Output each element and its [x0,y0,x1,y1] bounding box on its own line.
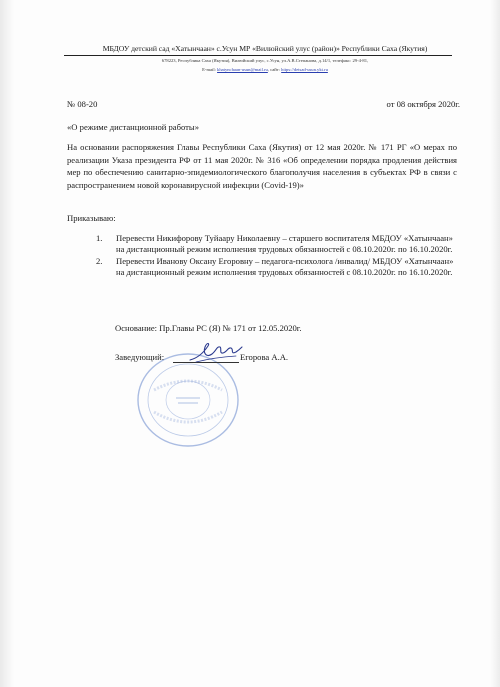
letterhead-title: МБДОУ детский сад «Хатынчаан» с.Усун МР «Вилюйский улус (район)» Республики Саха (Якутия) [102,44,428,53]
scan-shadow-left [0,0,14,687]
letterhead-address: 678223, Республика Саха (Якутия), Вилюйский улус, с.Усун, ул.А.В.Степанова, д.14/1, телефакс: 29-4-81, [161,58,369,63]
order-directive: Приказываю: [67,213,116,223]
order-foundation: Основание: Пр.Главы РС (Я) № 171 от 12.05.2020г. [115,323,302,333]
order-items-list [96,233,456,278]
order-date: от 08 октября 2020г. [386,99,460,109]
list-item-text: Перевести Иванову Оксану Егоровну – педагога-психолога /инвалид/ МБДОУ «Хатынчаан» на дистанционный режим исполнения трудовых обязанностей с 08.10.2020г. по 16.10.2020г. [116,255,454,277]
list-item-number: 2. [96,255,103,266]
list-item-text: Перевести Никифорову Туйаару Николаевну – старшего воспитателя МБДОУ «Хатынчаан» на дистанционный режим исполнения трудовых обязанностей с 08.10.2020г. по 16.10.2020г. [116,233,453,255]
email-prefix: E-mail: [202,67,218,72]
site-prefix: , сайт: [267,67,282,72]
site-link[interactable]: https://detsad-usun.ykt.ru [281,67,328,72]
list-item [96,256,456,279]
order-number: № 08-20 [67,99,98,109]
letterhead-rule [64,55,452,56]
head-title: Заведующий: [115,352,165,362]
list-item [96,233,456,256]
list-item-number: 1. [96,233,103,243]
email-link[interactable]: khatynchaan-usun@mail.ru [217,67,268,72]
letterhead-contacts [60,67,470,72]
order-subject: «О режиме дистанционной работы» [67,122,199,132]
order-basis-paragraph: На основании распоряжения Главы Республики Саха (Якутия) от 12 мая 2020г. № 171 РГ «О мерах по реализации Указа президента РФ от 11 мая 2020г. № 316 «Об определении порядка продления действия мер по обеспечению санитарно-эпидемиологического благополучия населения в субъектах РФ в связи с распространением новой коронавирусной инфекции (Covid-19)» [67,142,457,190]
handwritten-signature [186,338,244,366]
scan-shadow-right [490,0,500,687]
head-name: Егорова А.А. [240,352,289,362]
